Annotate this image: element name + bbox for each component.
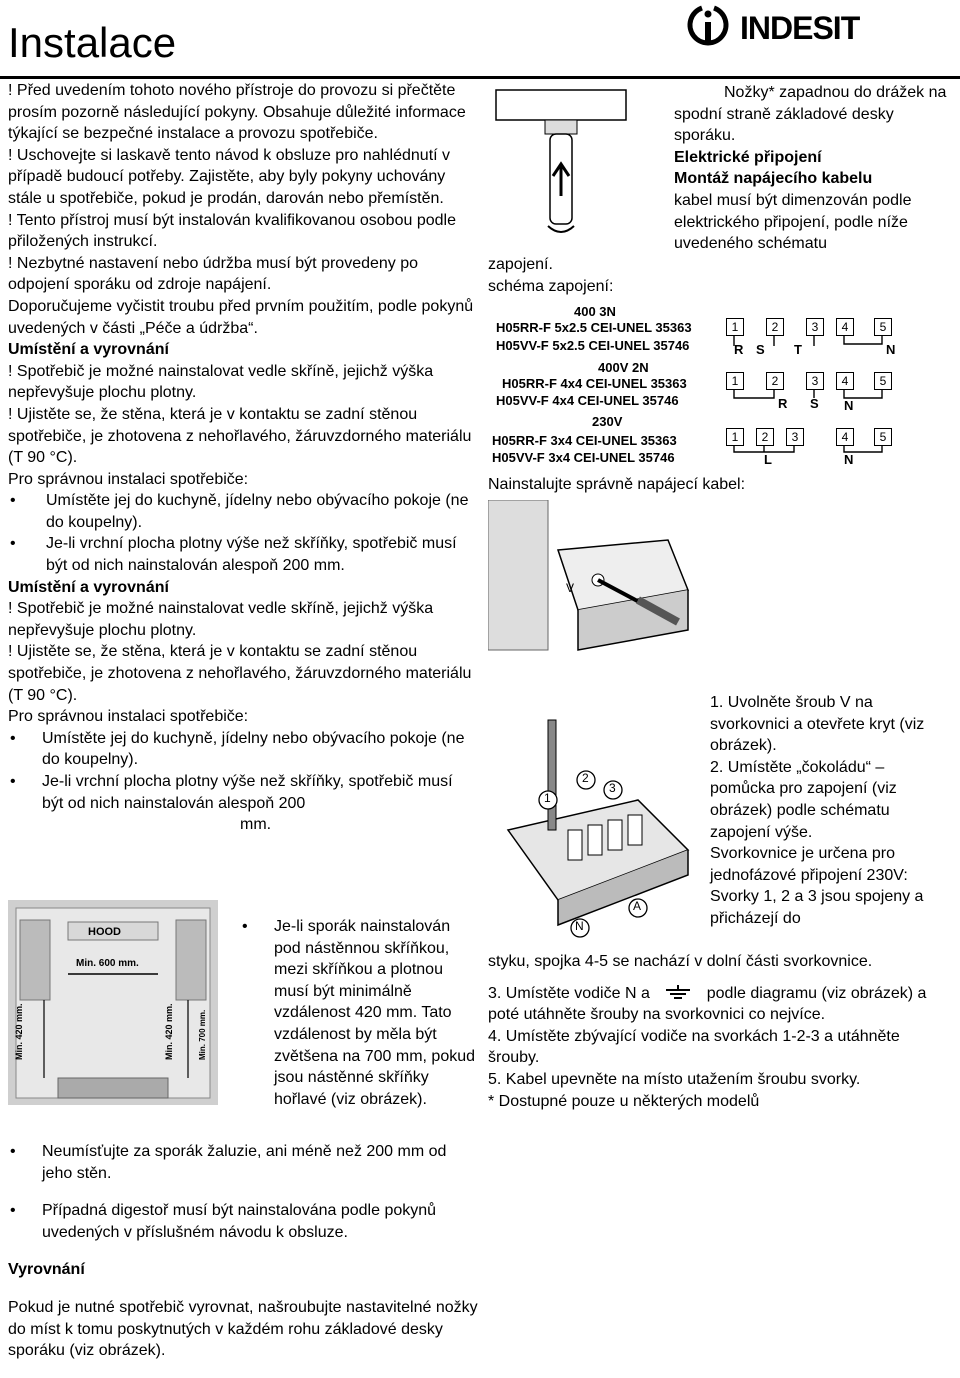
- adjustable-foot-figure: [490, 86, 650, 246]
- terminal-5: 5: [874, 372, 892, 390]
- bullet-item: • Umístěte jej do kuchyně, jídelny nebo obývacího pokoje (ne do koupelny).: [8, 490, 478, 533]
- voltage-label: 400V 2N: [598, 360, 649, 375]
- terminal-3: 3: [786, 428, 804, 446]
- logo-mark-icon: [680, 2, 736, 50]
- paragraph: Pro správnou instalaci spotřebiče:: [8, 470, 249, 488]
- terminal-3: 3: [806, 372, 824, 390]
- right-column-mid: [488, 254, 948, 297]
- phase-letter: R: [778, 396, 788, 411]
- phase-letter: T: [794, 342, 802, 357]
- section-heading: Elektrické připojení: [674, 148, 822, 166]
- terminal-2: 2: [766, 372, 784, 390]
- intro-paragraph: ! Před uvedením tohoto nového přístroje do provozu si přečtěte prosím pozorně následující pokyny. Obsahuje důležité informace týkající se bezpečné instalace a provozu spotřebiče.: [8, 82, 466, 143]
- voltage-label: 400 3N: [574, 304, 616, 319]
- min-700-label: Min. 700 mm.: [198, 1009, 207, 1060]
- terminal-4: 4: [836, 318, 854, 336]
- footnote: * Dostupné pouze u některých modelů: [488, 1092, 760, 1110]
- section-heading: Umístění a vyrovnání: [8, 578, 169, 596]
- callout-n: N: [575, 919, 584, 933]
- cable-spec: H05RR-F 4x4 CEI-UNEL 35363: [502, 376, 687, 391]
- phase-letter: N: [844, 398, 854, 413]
- paragraph: ! Tento přístroj musí být instalován kvalifikovanou osobou podle přiložených instrukcí.: [8, 211, 456, 251]
- left-column-bottom: [8, 1125, 478, 1378]
- terminal-4: 4: [836, 372, 854, 390]
- terminal-2: 2: [756, 428, 774, 446]
- paragraph: ! Spotřebič je možné nainstalovat vedle skříně, jejichž výška nepřevyšuje plochu plotny.: [8, 362, 434, 402]
- terminal-3: 3: [806, 318, 824, 336]
- paragraph: schéma zapojení:: [488, 277, 614, 295]
- paragraph: Doporučujeme vyčistit troubu před prvním použitím, podle pokynů uvedených v části „Péče a údržba“.: [8, 297, 474, 337]
- terminal-box-figure: [488, 500, 718, 690]
- bullet-item: • Neumísťujte za sporák žaluzie, ani méně než 200 mm od jeho stěn.: [8, 1141, 478, 1184]
- brand-name: INDESIT: [740, 10, 860, 46]
- phase-letter: S: [756, 342, 765, 357]
- callout-1: 1: [544, 791, 551, 805]
- phase-letter: N: [886, 342, 896, 357]
- paragraph: Pro správnou instalaci spotřebiče:: [8, 708, 249, 726]
- step-3-text: 3. Umístěte vodiče N a: [488, 984, 650, 1002]
- page-title: Instalace: [8, 19, 177, 66]
- cable-spec: H05VV-F 3x4 CEI-UNEL 35746: [492, 450, 675, 465]
- section-heading: Vyrovnání: [8, 1261, 85, 1279]
- paragraph: Pokud je nutné spotřebič vyrovnat, našroubujte nastavitelné nožky do míst k tomu poskytnutých v každém rohu základové desky sporáku (viz obrázek).: [8, 1298, 478, 1360]
- step-2: 2. Umístěte „čokoládu“ – pomůcka pro zapojení (viz obrázek) podle schématu zapojení výše.: [710, 758, 897, 841]
- right-column-bottom: [488, 951, 953, 1112]
- right-column-steps: [710, 692, 948, 930]
- min-420-left-label: Min. 420 mm.: [14, 1003, 24, 1060]
- terminal-5: 5: [874, 318, 892, 336]
- step-2-note: Svorkovnice je určena pro jednofázové připojení 230V: Svorky 1, 2 a 3 jsou spojeny a přicházejí do: [710, 845, 924, 927]
- terminal-1: 1: [726, 372, 744, 390]
- cable-spec: H05RR-F 3x4 CEI-UNEL 35363: [492, 433, 677, 448]
- bullet-item: • Je-li vrchní plocha plotny výše než skříňky, spotřebič musí být od nich nainstalován alespoň 200: [8, 771, 478, 814]
- header-rule: [0, 76, 960, 79]
- voltage-label: 230V: [592, 414, 623, 429]
- step-5: 5. Kabel upevněte na místo utažením šroubu svorky.: [488, 1070, 861, 1088]
- terminal-2: 2: [766, 318, 784, 336]
- terminal-5: 5: [874, 428, 892, 446]
- terminal-block-figure: [488, 710, 703, 940]
- svg-text:V: V: [566, 581, 575, 595]
- phase-letter: R: [734, 342, 744, 357]
- section-heading: Umístění a vyrovnání: [8, 341, 169, 359]
- cable-spec: H05VV-F 4x4 CEI-UNEL 35746: [496, 393, 679, 408]
- step-4: 4. Umístěte zbývající vodiče na svorkách 1-2-3 a utáhněte šrouby.: [488, 1027, 900, 1067]
- right-column-top: [674, 82, 954, 255]
- paragraph: zapojení.: [488, 256, 553, 273]
- paragraph: ! Spotřebič je možné nainstalovat vedle skříně, jejichž výška nepřevyšuje plochu plotny.: [8, 600, 434, 639]
- terminal-1: 1: [726, 318, 744, 336]
- left-column: [8, 80, 478, 836]
- phase-letter: L: [764, 452, 772, 467]
- bullet-item: • Je-li vrchní plocha plotny výše než skříňky, spotřebič musí být od nich nainstalován alespoň 200 mm.: [8, 533, 478, 576]
- step-3: [488, 983, 953, 1026]
- cable-spec: H05RR-F 5x2.5 CEI-UNEL 35363: [496, 320, 692, 335]
- left-column-lower: [8, 900, 478, 1126]
- callout-3: 3: [609, 781, 616, 795]
- bullet-item: • Případná digestoř musí být nainstalována podle pokynů uvedených v příslušném návodu k obsluze.: [8, 1200, 478, 1243]
- hood-label: HOOD: [88, 926, 121, 938]
- step-2-note-end: styku, spojka 4-5 se nachází v dolní části svorkovnice.: [488, 953, 873, 970]
- cable-spec: H05VV-F 5x2.5 CEI-UNEL 35746: [496, 338, 690, 353]
- paragraph: ! Nezbytné nastavení nebo údržba musí být provedeny po odpojení sporáku od zdroje napájení.: [8, 254, 419, 294]
- paragraph: kabel musí být dimenzován podle elektrického připojení, podle níže uvedeného schématu: [674, 191, 912, 253]
- bullet-item: • Je-li sporák nainstalován pod nástěnnou skříňkou, mezi skříňkou a plotnou musí být minimálně vzdálenost 420 mm. Tato vzdálenost by měla být zvětšena na 700 mm, pokud jsou nástěnné skříňky hořlavé (viz obrázek).: [240, 916, 478, 1110]
- wiring-lines: [488, 300, 908, 470]
- terminal-4: 4: [836, 428, 854, 446]
- wiring-diagram: [488, 300, 908, 470]
- right-column-cable: [488, 474, 948, 496]
- bullet-continuation: mm.: [240, 816, 272, 834]
- terminal-1: 1: [726, 428, 744, 446]
- min-600-label: Min. 600 mm.: [76, 958, 139, 969]
- paragraph: ! Ujistěte se, že stěna, která je v kontaktu se zadní stěnou spotřebiče, je zhotovena z nehořlavého, žáruvzdorného materiálu (T 90 °C).: [8, 405, 472, 467]
- brand-logo: [680, 2, 860, 50]
- bullet-item: • Umístěte jej do kuchyně, jídelny nebo obývacího pokoje (ne do koupelny).: [8, 728, 478, 771]
- paragraph: Nainstalujte správně napájecí kabel:: [488, 476, 746, 493]
- paragraph: ! Ujistěte se, že stěna, která je v kontaktu se zadní stěnou spotřebiče, je zhotovena z nehořlavého, žáruvzdorného materiálu (T 90 °C).: [8, 643, 472, 704]
- step-3-text-cont: podle diagramu (viz obrázek) a poté utáhněte šrouby na svorkovnici co nejvíce.: [488, 984, 927, 1024]
- earth-icon: [664, 985, 692, 1001]
- paragraph: Nožky* zapadnou do drážek na spodní straně základové desky sporáku.: [674, 84, 947, 145]
- paragraph: ! Uschovejte si laskavě tento návod k obsluze pro nahlédnutí v případě budoucí potřeby. Zajistěte, aby byly pokyny uchovány stále u spotřebiče, pokud je prodán, darován nebo přemístěn.: [8, 146, 451, 207]
- phase-letter: S: [810, 396, 819, 411]
- phase-letter: N: [844, 452, 854, 467]
- callout-a: A: [633, 899, 642, 913]
- min-420-right-label: Min. 420 mm.: [164, 1003, 174, 1060]
- section-heading: Montáž napájecího kabelu: [674, 170, 873, 188]
- callout-2: 2: [582, 771, 589, 785]
- step-1: 1. Uvolněte šroub V na svorkovnici a otevřete kryt (viz obrázek).: [710, 694, 925, 755]
